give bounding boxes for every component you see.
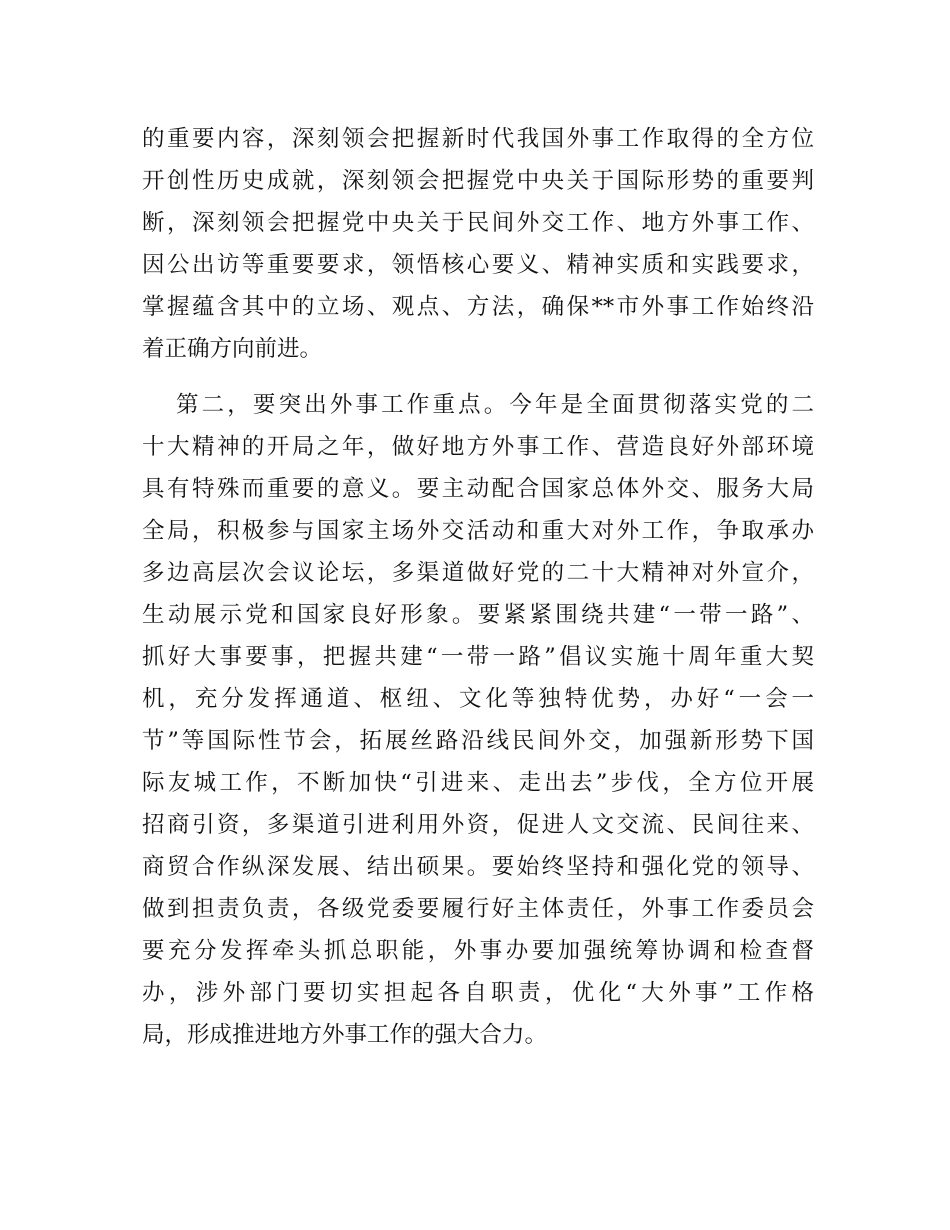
text-line: 多边高层次会议论坛，多渠道做好党的二十大精神对外宣介， bbox=[142, 560, 814, 586]
text-line: 办，涉外部门要切实担起各自职责，优化“大外事”工作格 bbox=[142, 980, 814, 1006]
text-line: 全局，积极参与国家主场外交活动和重大对外工作，争取承办 bbox=[142, 518, 814, 544]
paragraph-second-point bbox=[142, 384, 814, 1056]
text-line: 抓好大事要事，把握共建“一带一路”倡议实施十周年重大契 bbox=[142, 644, 814, 670]
text-line: 商贸合作纵深发展、结出硕果。要始终坚持和强化党的领导、 bbox=[142, 854, 814, 880]
text-line: 的重要内容，深刻领会把握新时代我国外事工作取得的全方位 bbox=[142, 126, 814, 152]
text-line: 机，充分发挥通道、枢纽、文化等独特优势，办好“一会一 bbox=[142, 686, 814, 712]
text-line: 掌握蕴含其中的立场、观点、方法，确保**市外事工作始终沿 bbox=[142, 294, 814, 320]
text-line: 要充分发挥牵头抓总职能，外事办要加强统筹协调和检查督 bbox=[142, 938, 814, 964]
text-line: 第二，要突出外事工作重点。今年是全面贯彻落实党的二 bbox=[176, 392, 814, 418]
text-line: 开创性历史成就，深刻领会把握党中央关于国际形势的重要判 bbox=[142, 168, 814, 194]
text-line: 招商引资，多渠道引进利用外资，促进人文交流、民间往来、 bbox=[142, 812, 814, 838]
text-line: 生动展示党和国家良好形象。要紧紧围绕共建“一带一路”、 bbox=[142, 602, 814, 628]
text-line: 际友城工作，不断加快“引进来、走出去”步伐，全方位开展 bbox=[142, 770, 814, 796]
text-line: 具有特殊而重要的意义。要主动配合国家总体外交、服务大局 bbox=[142, 476, 814, 502]
paragraph-continuation bbox=[142, 118, 814, 370]
text-line: 节”等国际性节会，拓展丝路沿线民间外交，加强新形势下国 bbox=[142, 728, 814, 754]
text-line: 断，深刻领会把握党中央关于民间外交工作、地方外事工作、 bbox=[142, 210, 814, 236]
text-line: 因公出访等重要要求，领悟核心要义、精神实质和实践要求， bbox=[142, 252, 814, 278]
text-line: 做到担责负责，各级党委要履行好主体责任，外事工作委员会 bbox=[142, 896, 814, 922]
text-line: 十大精神的开局之年，做好地方外事工作、营造良好外部环境 bbox=[142, 434, 814, 460]
text-line: 局，形成推进地方外事工作的强大合力。 bbox=[142, 1022, 548, 1048]
text-line: 着正确方向前进。 bbox=[142, 336, 323, 362]
